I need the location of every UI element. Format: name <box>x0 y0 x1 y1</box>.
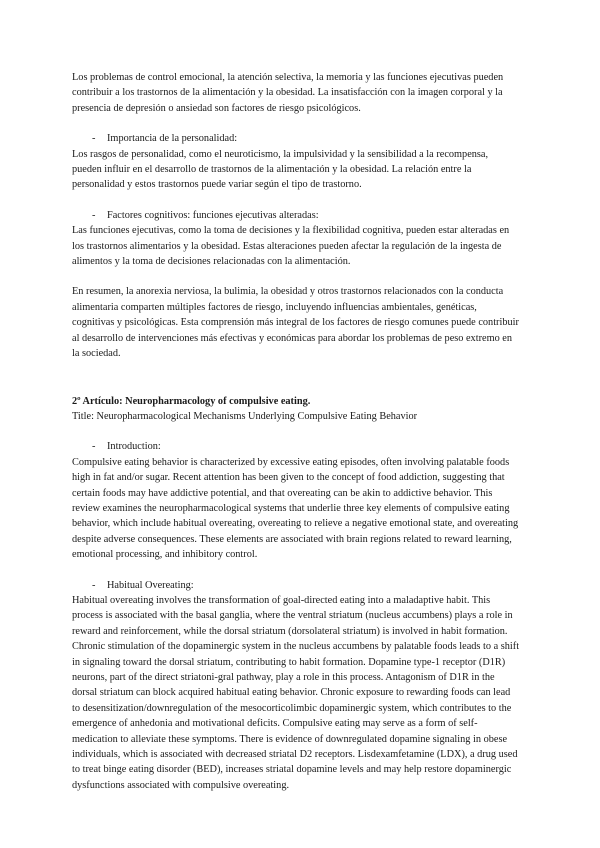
bullet-personalidad <box>72 131 520 146</box>
paragraph-habitual: Habitual overeating involves the transformation of goal-directed eating into a maladaptive habit. This process is associated with the basal ganglia, where the ventral striatum (nucleus accumbens) plays a role in reward and reinforcement, while the dorsal striatum (dorsolateral striatum) is involved in habit formation. Chronic stimulation of the dopaminergic system in the nucleus accumbens by palatable foods leads to a shift in signaling toward the dorsal striatum, contributing to habit formation. Dopamine type-1 receptor (D1R) neurons, part of the direct striatoni-gral pathway, play a role in this process. Antagonism of D1R in the dorsal striatum can block acquired habitual eating behavior. Chronic exposure to rewarding foods can lead to desensitization/downregulation of the mesocorticolimbic dopaminergic system, which contributes to the emergence of anhedonia and motivational deficits. Compulsive eating may serve as a form of self-medication to alleviate these symptoms. There is evidence of downregulated dopamine signaling in obese individuals, which is associated with decreased striatal D2 receptors. Lisdexamfetamine (LDX), a drug used to treat binge eating disorder (BED), increases striatal dopamine levels and may help restore dopaminergic dysfunctions associated with compulsive overeating. <box>72 594 520 791</box>
document-page <box>72 70 520 793</box>
bullet-introduction <box>72 439 520 454</box>
paragraph-resumen: En resumen, la anorexia nerviosa, la bulimia, la obesidad y otros trastornos relacionados con la conducta alimentaria comparten múltiples factores de riesgo, incluyendo influencias ambientales, genéticas, cognitivas y psicológicas. Esta comprensión más integral de los factores de riesgo comunes puede contribuir al desarrollo de intervenciones más efectivas y económicas para abordar los problemas de peso extremo en la sociedad. <box>72 286 519 360</box>
bullet-habitual <box>72 578 520 593</box>
bullet-cognitivos <box>72 208 520 223</box>
paragraph-intro: Los problemas de control emocional, la atención selectiva, la memoria y las funciones ejecutivas pueden contribuir a los trastornos de la alimentación y la obesidad. La insatisfacción con la imagen corporal y la presencia de depresión o ansiedad son factores de riesgo psicológicos. <box>72 72 504 114</box>
bullet-cognitivos-label: Factores cognitivos: funciones ejecutivas alteradas: <box>107 209 319 221</box>
paragraph-introduction: Compulsive eating behavior is characterized by excessive eating episodes, often involving palatable foods high in fat and/or sugar. Recent attention has been given to the concept of food addiction, suggesting that certain foods may have addictive potential, and that overeating can be akin to addictive behavior. This review examines the neuropharmacological systems that underlie three key elements of compulsive eating behavior, which include habitual overeating, overeating to relieve a negative emotional state, and overeating despite adverse consequences. These elements are associated with brain regions related to reward learning, emotional processing, and inhibitory control. <box>72 456 519 561</box>
bullet-introduction-label: Introduction: <box>107 441 161 453</box>
bullet-dash: - <box>92 209 96 221</box>
article-title: Title: Neuropharmacological Mechanisms Underlying Compulsive Eating Behavior <box>72 410 418 422</box>
bullet-dash: - <box>92 579 96 591</box>
paragraph-personalidad: Los rasgos de personalidad, como el neuroticismo, la impulsividad y la sensibilidad a la recompensa, pueden influir en el desarrollo de trastornos de la alimentación y la obesidad. La relación entre la personalidad y estos trastornos puede variar según el tipo de trastorno. <box>72 148 489 191</box>
article-heading: 2º Artículo: Neuropharmacology of compulsive eating. <box>72 395 311 407</box>
bullet-dash: - <box>92 133 96 145</box>
bullet-habitual-label: Habitual Overeating: <box>107 579 194 591</box>
bullet-dash: - <box>92 441 96 453</box>
bullet-personalidad-label: Importancia de la personalidad: <box>107 133 238 145</box>
paragraph-cognitivos: Las funciones ejecutivas, como la toma de decisiones y la flexibilidad cognitiva, pueden estar alteradas en los trastornos alimentarios y la obesidad. Estas alteraciones pueden afectar la regulación de la ingesta de alimentos y la toma de decisiones relacionadas con la alimentación. <box>72 225 510 268</box>
